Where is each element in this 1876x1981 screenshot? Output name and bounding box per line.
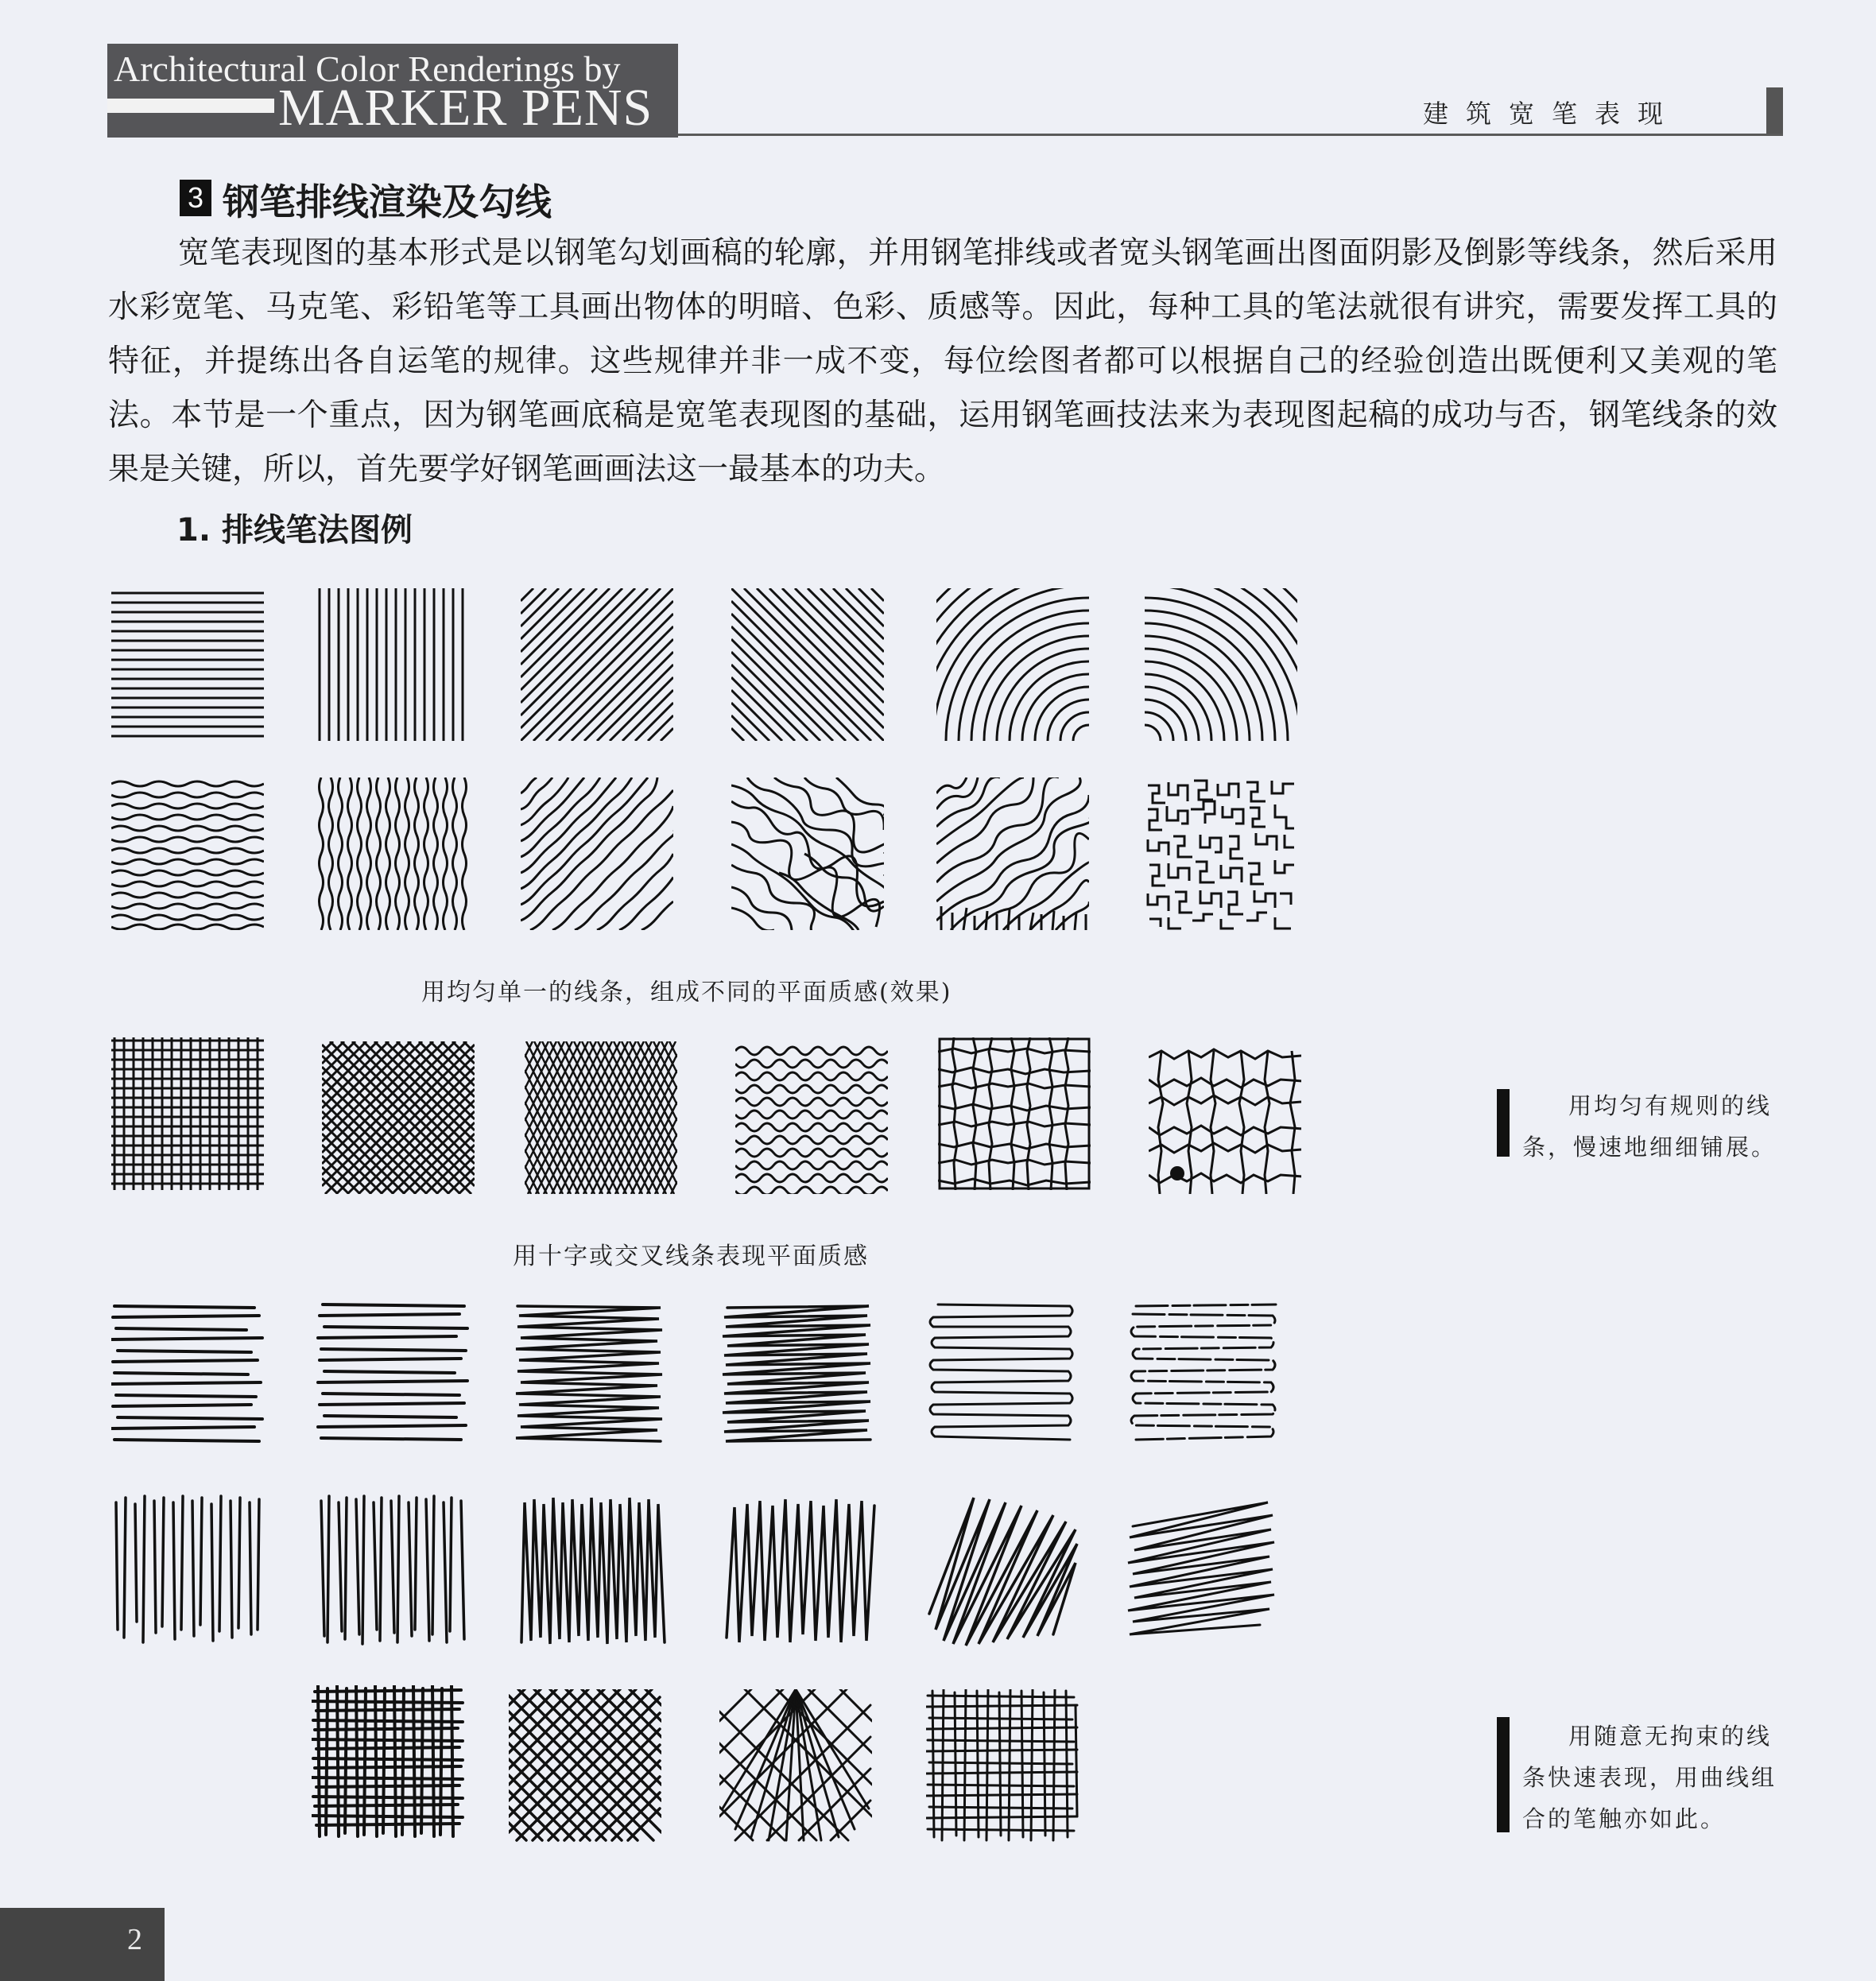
header-accent-bar [107, 99, 274, 113]
book-title-line1: Architectural Color Renderings by [114, 48, 621, 89]
header-tab-marker [1766, 87, 1783, 134]
crosshatch-grid-swatch [111, 1037, 264, 1190]
crosshatch-cobble-swatch [938, 1037, 1091, 1190]
note-bar-free [1497, 1717, 1510, 1832]
hatch-maze-swatch [1145, 777, 1297, 930]
body-paragraph: 宽笔表现图的基本形式是以钢笔勾划画稿的轮廓，并用钢笔排线或者宽头钢笔画出图面阴影及倒影等线条，然后采用水彩宽笔、马克笔、彩铅笔等工具画出物体的明暗、色彩、质感等。因此，每种工具的笔法就很有讲究，需要发挥工具的特征，并提练出各自运笔的规律。这些规律并非一成不变，每位绘图者都可以根据自己的经验创造出既便利又美观的笔法。本节是一个重点，因为钢笔画底稿是宽笔表现图的基础，运用钢笔画技法来为表现图起稿的成功与否，钢笔线条的效果是关键，所以，首先要学好钢笔画画法这一最基本的功夫。 [108, 235, 1777, 487]
subheading: 1. 排线笔法图例 [176, 512, 413, 549]
hatch-wavy-diagonal-swatch [521, 777, 673, 930]
header-rule [678, 134, 1783, 136]
section-title: 钢笔排线渲染及勾线 [223, 180, 552, 223]
hatch-organic-diagonal-swatch [731, 777, 884, 930]
hatch-wavy-vertical-swatch [316, 777, 469, 930]
free-crosshatch-diagonal-swatch [509, 1689, 661, 1842]
hatch-diagonal-left-swatch [731, 588, 884, 741]
free-stroke-v1-swatch [111, 1494, 264, 1647]
hatch-fingerprint-swatch [936, 777, 1089, 930]
crosshatch-diamond-swatch [322, 1041, 475, 1194]
crosshatch-stone-swatch [1149, 1041, 1301, 1194]
page-number: 2 [127, 1923, 142, 1956]
free-loop-h2-swatch [1125, 1300, 1277, 1452]
hatch-wavy-horizontal-swatch [111, 777, 264, 930]
hatch-diagonal-right-swatch [521, 588, 673, 741]
running-title: 建筑宽笔表现 [1423, 99, 1681, 129]
free-crosshatch-fan-swatch [719, 1689, 872, 1842]
free-zigzag-h2-swatch [719, 1300, 872, 1452]
crosshatch-fine-diamond-swatch [525, 1041, 677, 1194]
side-note-regular: 用均匀有规则的线条，慢速地细细铺展。 [1522, 1092, 1777, 1161]
caption-uniform-lines: 用均匀单一的线条，组成不同的平面质感(效果) [421, 979, 952, 1006]
hatch-vertical-swatch [316, 588, 469, 741]
free-stroke-h2-swatch [316, 1300, 469, 1452]
section-number: 3 [180, 180, 211, 216]
book-title-line2: MARKER PENS [278, 79, 653, 137]
free-crosshatch-dense-swatch [312, 1685, 464, 1838]
hatch-arc-swatch [936, 588, 1089, 741]
free-stroke-v2-swatch [316, 1494, 469, 1647]
side-note-free: 用随意无拘束的线条快速表现，用曲线组合的笔触亦如此。 [1522, 1723, 1777, 1832]
note-bar-regular [1497, 1089, 1510, 1157]
free-zigzag-v2-swatch [723, 1494, 876, 1647]
hatch-arc-reverse-swatch [1145, 588, 1297, 741]
free-zigzag-h1-swatch [513, 1300, 665, 1452]
free-zigzag-v1-swatch [517, 1494, 669, 1647]
hatch-horizontal-swatch [111, 588, 264, 741]
free-scribble-swatch [1125, 1494, 1277, 1647]
crosshatch-scale-swatch [735, 1041, 888, 1194]
free-loop-h1-swatch [922, 1300, 1075, 1452]
free-stroke-h1-swatch [111, 1300, 264, 1452]
caption-crosshatch: 用十字或交叉线条表现平面质感 [513, 1242, 869, 1270]
free-crosshatch-grid-swatch [926, 1689, 1079, 1842]
free-zigzag-diagonal-swatch [926, 1494, 1079, 1647]
